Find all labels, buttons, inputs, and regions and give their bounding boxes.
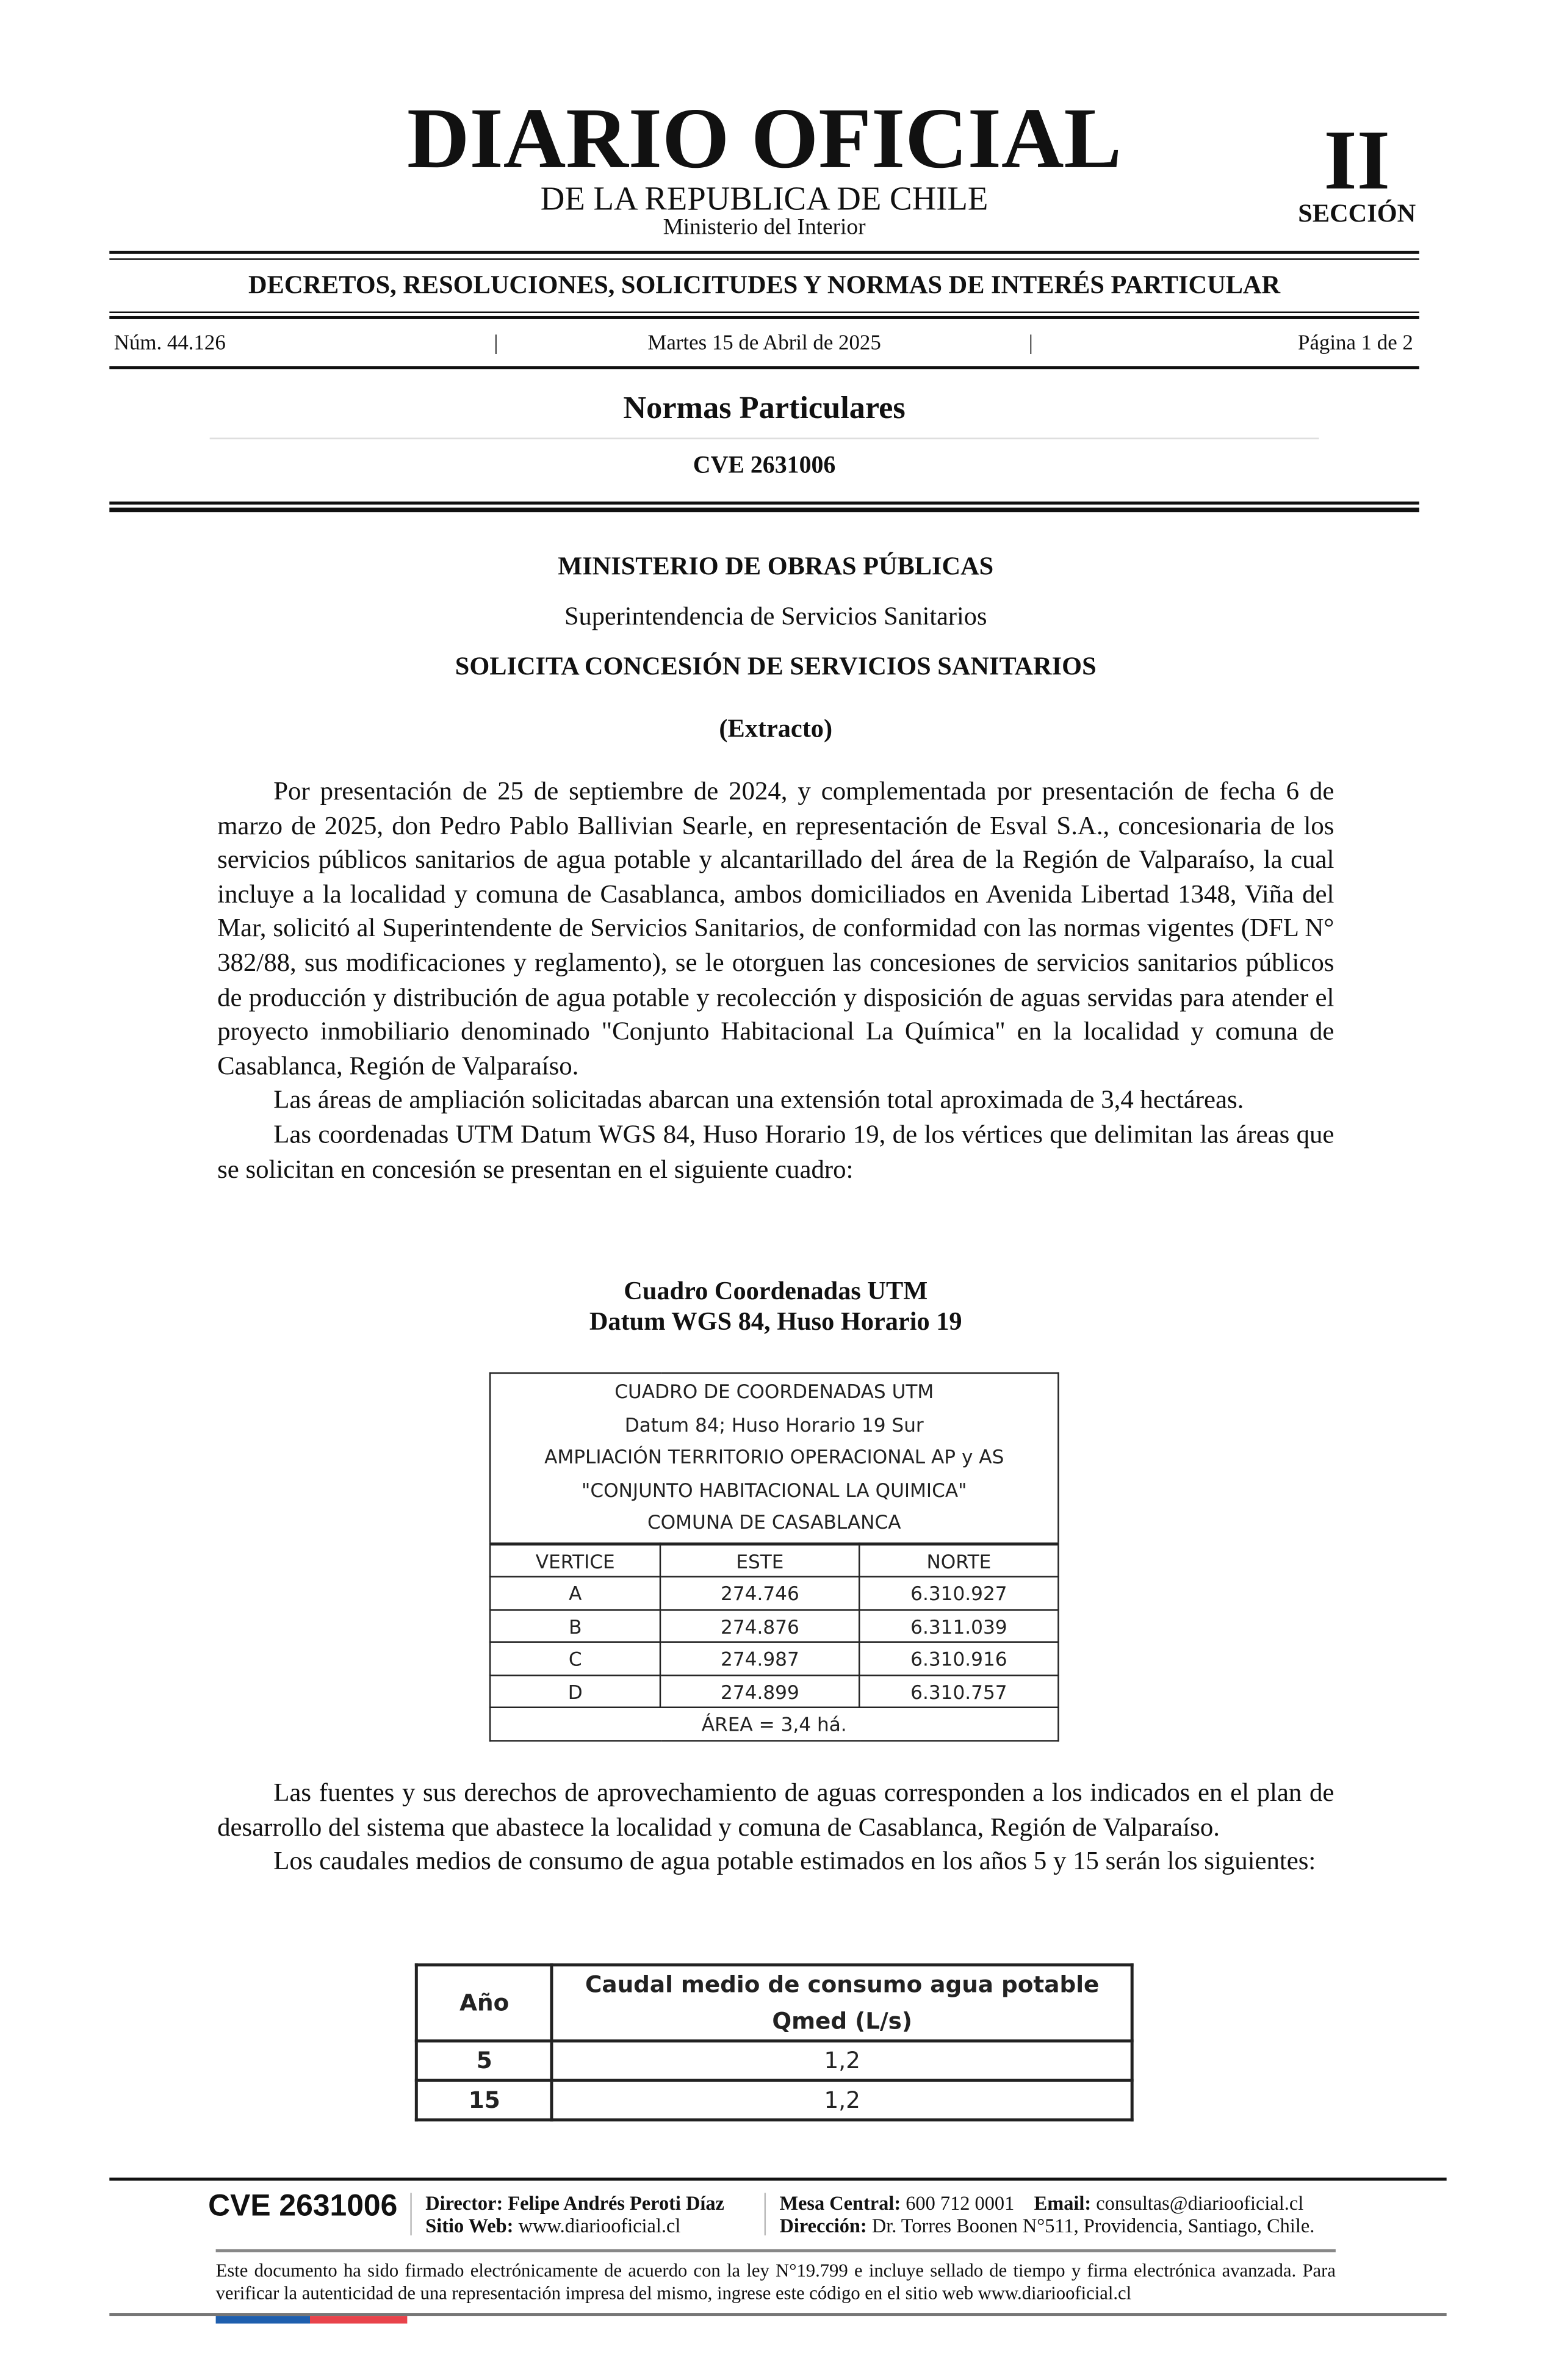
agency-heading: Superintendencia de Servicios Sanitarios bbox=[564, 602, 987, 631]
table-header-row bbox=[490, 1544, 1058, 1578]
column-header: Año bbox=[416, 1965, 552, 2041]
flag-stripe-red bbox=[310, 2316, 407, 2323]
divider bbox=[109, 251, 1419, 254]
paragraph: Las fuentes y sus derechos de aprovechamiento de aguas corresponden a los indicados en el plan de desarrollo del sistema que abastece la localidad y comuna de Casablanca, Región de Valparaíso. bbox=[217, 1778, 1334, 1842]
table-row: A 274.746 6.310.927 bbox=[490, 1578, 1058, 1610]
footer-web-link[interactable]: www.diariooficial.cl bbox=[518, 2214, 681, 2237]
table-row: D 274.899 6.310.757 bbox=[490, 1675, 1058, 1708]
masthead-subtitle: DE LA REPUBLICA DE CHILE bbox=[540, 179, 989, 218]
ministry-heading: MINISTERIO DE OBRAS PÚBLICAS bbox=[558, 551, 994, 581]
table-row: 5 1,2 bbox=[416, 2041, 1132, 2080]
divider bbox=[109, 2313, 1446, 2315]
cve-code: CVE 2631006 bbox=[693, 453, 836, 479]
divider bbox=[765, 2193, 766, 2235]
category-title: Normas Particulares bbox=[623, 389, 906, 426]
paragraph: Los caudales medios de consumo de agua potable estimados en los años 5 y 15 serán los siguientes: bbox=[273, 1847, 1316, 1876]
table-caption bbox=[217, 1277, 1334, 1338]
issue-number: Núm. 44.126 bbox=[113, 333, 226, 356]
issue-date: Martes 15 de Abril de 2025 bbox=[647, 333, 881, 356]
page-number: Página 1 de 2 bbox=[1298, 333, 1413, 356]
column-header: ESTE bbox=[660, 1544, 859, 1578]
caption-line: Cuadro Coordenadas UTM bbox=[624, 1276, 928, 1306]
area-row: ÁREA = 3,4 há. bbox=[490, 1708, 1058, 1741]
footer-contact: Mesa Central: 600 712 0001 Email: consultas@diariooficial.cl Dirección: Dr. Torres Boonen N°511, Providencia, Santiago, Chile. bbox=[779, 2191, 1315, 2237]
section-label: SECCIÓN bbox=[1298, 199, 1416, 228]
footer-divider bbox=[109, 2177, 1446, 2180]
footer-director: Director: Felipe Andrés Peroti Díaz Sitio Web: www.diariooficial.cl bbox=[425, 2191, 724, 2237]
section-number: II bbox=[1324, 114, 1391, 209]
flag-stripe-blue bbox=[216, 2316, 310, 2323]
body-text bbox=[217, 775, 1334, 1187]
footer-email-link[interactable]: consultas@diariooficial.cl bbox=[1096, 2191, 1304, 2215]
column-header: Caudal medio de consumo agua potable Qmed (L/s) bbox=[552, 1965, 1132, 2041]
divider bbox=[410, 2193, 411, 2235]
paragraph: Las coordenadas UTM Datum WGS 84, Huso Horario 19, de los vértices que delimitan las áreas que se solicitan en concesión se presentan en el siguiente cuadro: bbox=[217, 1120, 1334, 1183]
column-header: NORTE bbox=[859, 1544, 1058, 1578]
document-title: SOLICITA CONCESIÓN DE SERVICIOS SANITARIOS bbox=[455, 652, 1097, 681]
paragraph: Por presentación de 25 de septiembre de 2024, y complementada por presentación de fecha 6 de marzo de 2025, don Pedro Pablo Ballivian Searle, en representación de Esval S.A., concesionaria de los servicios públicos sanitarios de agua potable y alcantarillado del área de la Región de Valparaíso, la cual incluye a la localidad y comuna de Casablanca, ambos domiciliados en Avenida Libertad 1348, Viña del Mar, solicitó al Superintendente de Servicios Sanitarios, de conformidad con las normas vigentes (DFL N° 382/88, sus modificaciones y reglamento), se le otorguen las concesiones de servicios sanitarios públicos de producción y distribución de agua potable y recolección y disposición de aguas servidas para atender el proyecto inmobiliario denominado "Conjunto Habitacional La Química" en la localidad y comuna de Casablanca, Región de Valparaíso. bbox=[217, 776, 1334, 1080]
flow-table bbox=[415, 1963, 1134, 2121]
divider bbox=[109, 366, 1419, 369]
divider bbox=[216, 2249, 1336, 2251]
divider bbox=[109, 258, 1419, 259]
body-text-2 bbox=[217, 1776, 1334, 1880]
divider bbox=[109, 502, 1419, 505]
divider bbox=[210, 438, 1319, 439]
footer-cve: CVE 2631006 bbox=[208, 2190, 398, 2224]
divider bbox=[109, 311, 1419, 312]
table-row: C 274.987 6.310.916 bbox=[490, 1643, 1058, 1676]
table-header-row bbox=[416, 1965, 1132, 2041]
separator: | bbox=[494, 333, 499, 356]
caption-line: Datum WGS 84, Huso Horario 19 bbox=[589, 1307, 962, 1336]
divider bbox=[109, 508, 1419, 512]
coordinates-table bbox=[489, 1372, 1059, 1742]
table-row: 15 1,2 bbox=[416, 2080, 1132, 2120]
paragraph: Las áreas de ampliación solicitadas abarcan una extensión total aproximada de 3,4 hectáreas. bbox=[273, 1085, 1244, 1115]
extract-label: (Extracto) bbox=[719, 714, 833, 743]
masthead-title: DIARIO OFICIAL bbox=[406, 91, 1122, 187]
footer-legal: Este documento ha sido firmado electrónicamente de acuerdo con la ley N°19.799 e incluye sellado de tiempo y firma electrónica avanzada. Para verificar la autenticidad de una representación impresa del mismo, ingrese este código en el sitio web www.diariooficial.cl bbox=[215, 2259, 1336, 2304]
section-banner: DECRETOS, RESOLUCIONES, SOLICITUDES Y NORMAS DE INTERÉS PARTICULAR bbox=[248, 270, 1281, 300]
table-row: B 274.876 6.311.039 bbox=[490, 1610, 1058, 1643]
divider bbox=[109, 316, 1419, 319]
table-title: CUADRO DE COORDENADAS UTM Datum 84; Huso Horario 19 Sur AMPLIACIÓN TERRITORIO OPERACIONAL AP y AS "CONJUNTO HABITACIONAL LA QUIMICA" COMUNA DE CASABLANCA bbox=[490, 1373, 1058, 1544]
separator: | bbox=[1028, 333, 1033, 356]
masthead-ministry: Ministerio del Interior bbox=[663, 215, 866, 240]
column-header: VERTICE bbox=[490, 1544, 660, 1578]
